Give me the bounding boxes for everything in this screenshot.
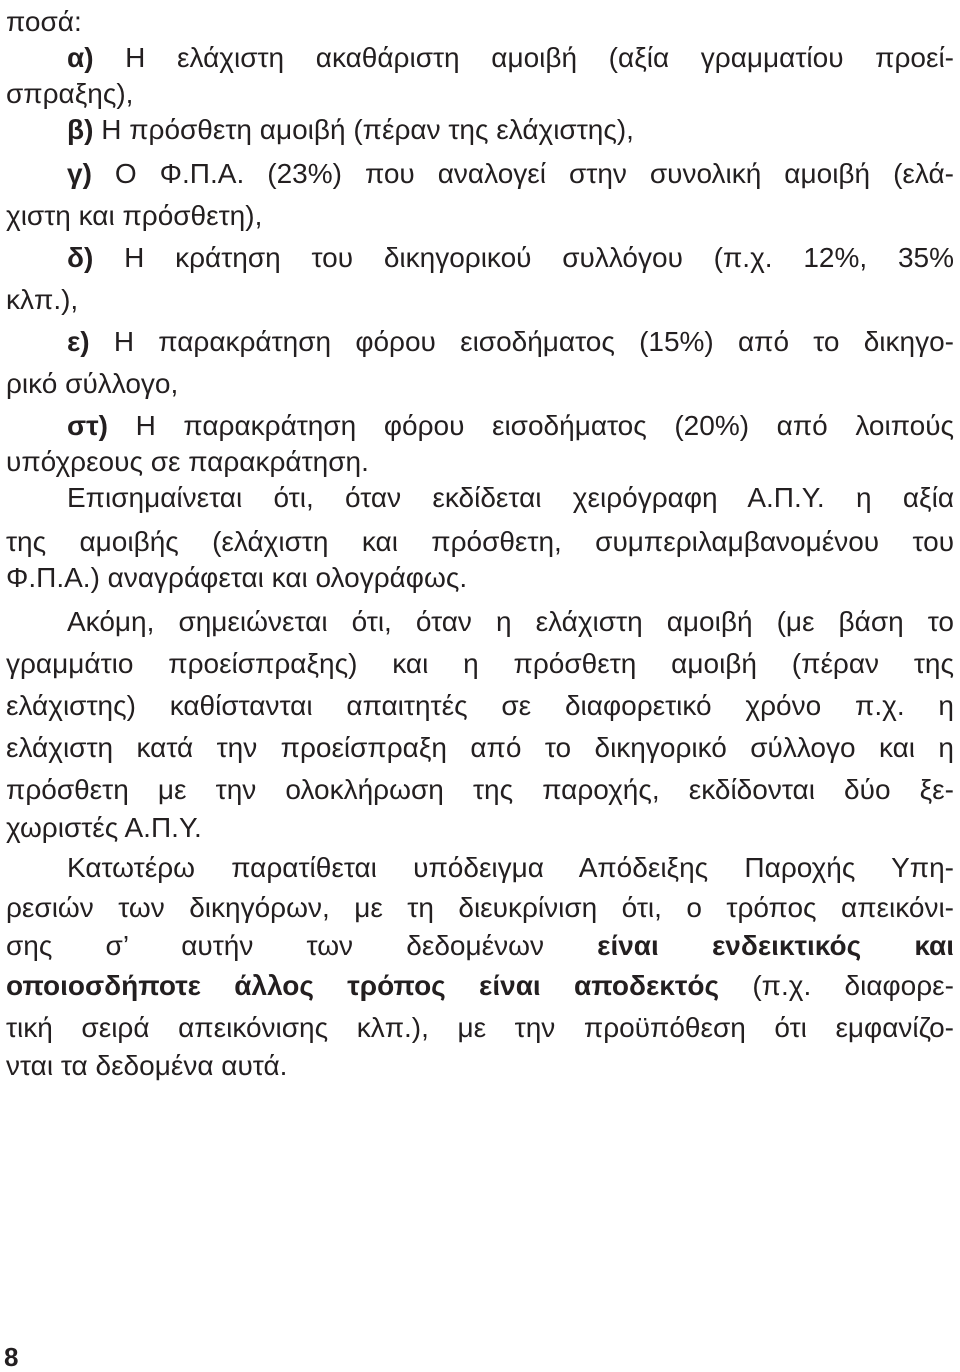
page-number: 8 <box>4 1342 19 1372</box>
text-line: ελάχιστης) καθίστανται απαιτητές σε διαφορετικό χρόνο π.χ. η <box>6 690 954 721</box>
text-line: β) Η πρόσθετη αμοιβή (πέραν της ελάχιστης), <box>67 114 634 145</box>
text-line: νται τα δεδομένα αυτά. <box>6 1050 288 1081</box>
text-line: Φ.Π.Α.) αναγράφεται και ολογράφως. <box>6 562 468 593</box>
text-line: Επισημαίνεται ότι, όταν εκδίδεται χειρόγραφη Α.Π.Υ. η αξία <box>67 482 954 513</box>
text-line: χιστη και πρόσθετη), <box>6 200 263 231</box>
text-line: ρεσιών των δικηγόρων, με τη διευκρίνιση ότι, ο τρόπος απεικόνι- <box>6 892 954 923</box>
text-line: στ) Η παρακράτηση φόρου εισοδήματος (20%) από λοιπούς <box>67 410 954 441</box>
text-line: σπραξης), <box>6 78 134 109</box>
text-line: Ακόμη, σημειώνεται ότι, όταν η ελάχιστη αμοιβή (με βάση το <box>67 606 954 637</box>
text-line: Κατωτέρω παρατίθεται υπόδειγμα Απόδειξης Παροχής Υπη- <box>67 852 954 883</box>
text-line: χωριστές Α.Π.Υ. <box>6 812 202 843</box>
text-line: υπόχρεους σε παρακράτηση. <box>6 446 369 477</box>
text-line: ε) Η παρακράτηση φόρου εισοδήματος (15%) από το δικηγο- <box>67 326 954 357</box>
text-line: γραμμάτιο προείσπραξης) και η πρόσθετη αμοιβή (πέραν της <box>6 648 954 679</box>
text-line: γ) Ο Φ.Π.Α. (23%) που αναλογεί στην συνολική αμοιβή (ελά- <box>67 158 954 189</box>
text-line: ποσά: <box>6 6 82 37</box>
text-line: σης σ’ αυτήν των δεδομένων είναι ενδεικτικός και <box>6 930 955 961</box>
text-line: της αμοιβής (ελάχιστη και πρόσθετη, συμπεριλαμβανομένου του <box>6 526 954 557</box>
text-line: δ) Η κράτηση του δικηγορικού συλλόγου (π.χ. 12%, 35% <box>67 242 954 273</box>
text-line: οποιοσδήποτε άλλος τρόπος είναι αποδεκτός (π.χ. διαφορε- <box>6 970 954 1001</box>
text-line: πρόσθετη με την ολοκλήρωση της παροχής, εκδίδονται δύο ξε- <box>6 774 954 805</box>
text-line: τική σειρά απεικόνισης κλπ.), με την προϋπόθεση ότι εμφανίζο- <box>6 1012 954 1043</box>
text-line: ελάχιστη κατά την προείσπραξη από το δικηγορικό σύλλογο και η <box>6 732 954 763</box>
text-line: ρικό σύλλογο, <box>6 368 179 399</box>
text-line: κλπ.), <box>6 284 79 315</box>
text-line: α) Η ελάχιστη ακαθάριστη αμοιβή (αξία γραμματίου προεί- <box>67 42 954 73</box>
